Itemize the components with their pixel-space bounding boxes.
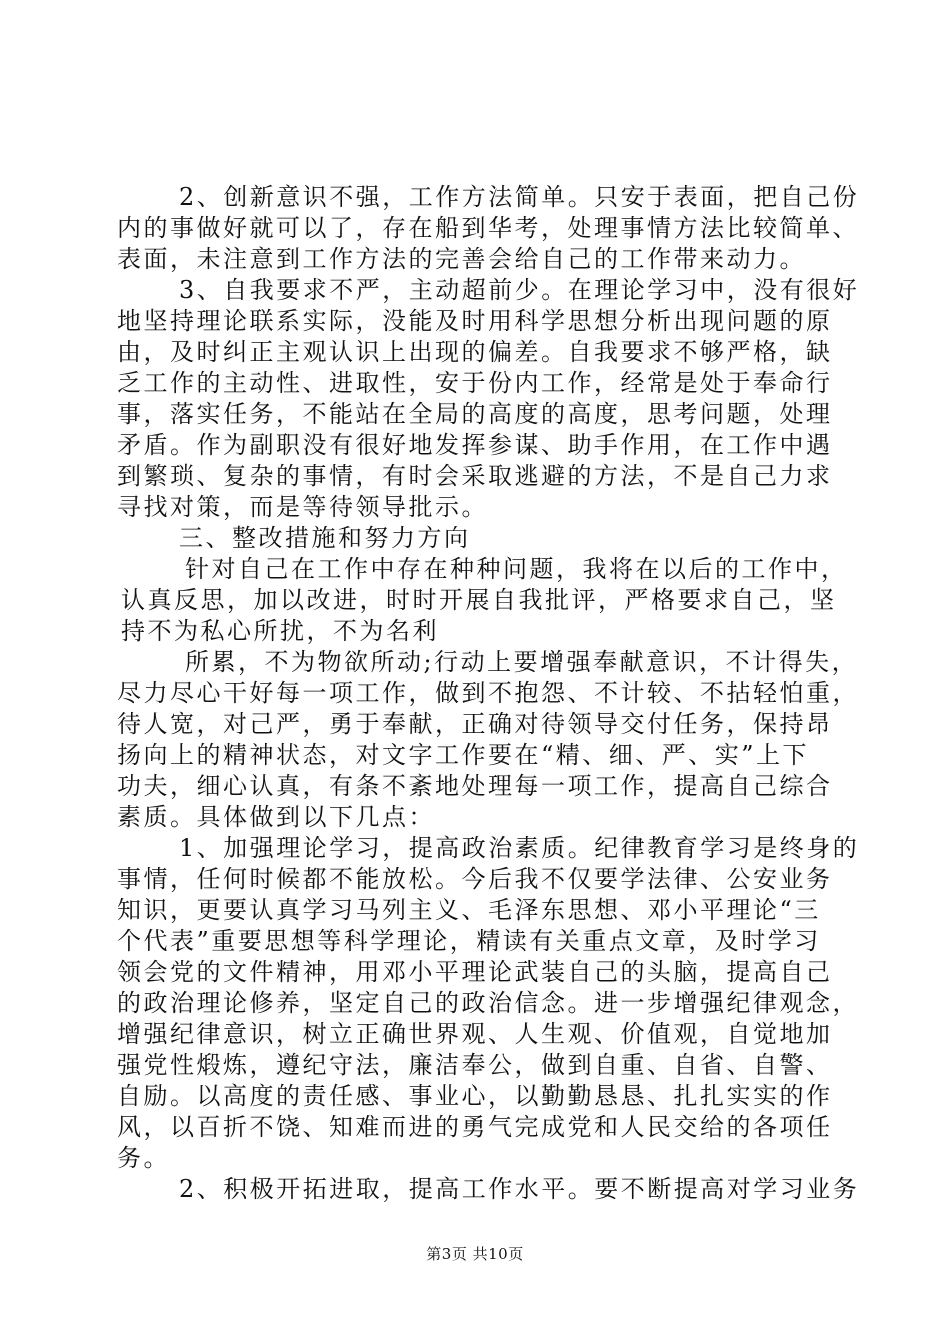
text-line: 增强纪律意识，树立正确世界观、人生观、价值观，自觉地加: [117, 1020, 833, 1048]
text-line: 表面，未注意到工作方法的完善会给自己的工作带来动力。: [117, 245, 806, 273]
text-line: 强党性煅炼，遵纪守法，廉洁奉公，做到自重、自省、自警、: [117, 1051, 833, 1079]
text-line: 认真反思，加以改进，时时开展自我批评，严格要求自己，坚: [121, 586, 837, 614]
text-line: 个代表”重要思想等科学理论，精读有关重点文章，及时学习: [117, 927, 821, 955]
text-line: 自励。以高度的责任感、事业心，以勤勤恳恳、扎扎实实的作: [117, 1082, 833, 1110]
text-line: 持不为私心所扰，不为名利: [121, 617, 439, 645]
text-line: 所累，不为物欲所动;行动上要增强奉献意识，不计得失，: [185, 648, 859, 676]
text-line: 2、创新意识不强，工作方法简单。只安于表面，把自己份: [179, 183, 860, 211]
text-line: 素质。具体做到以下几点：: [117, 803, 435, 831]
text-line: 针对自己在工作中存在种种问题，我将在以后的工作中，: [185, 555, 848, 583]
text-line: 事，落实任务，不能站在全局的高度的高度，思考问题，处理: [117, 400, 833, 428]
text-line: 尽力尽心干好每一项工作，做到不抱怨、不计较、不拈轻怕重，: [117, 679, 859, 707]
text-line: 务。: [117, 1144, 170, 1172]
text-line: 功夫，细心认真，有条不紊地处理每一项工作，提高自己综合: [117, 772, 833, 800]
text-line: 到繁琐、复杂的事情，有时会采取逃避的方法，不是自己力求: [117, 462, 833, 490]
text-line: 的政治理论修养，坚定自己的政治信念。进一步增强纪律观念，: [117, 989, 859, 1017]
text-line: 领会党的文件精神，用邓小平理论武装自己的头脑，提高自己: [117, 958, 833, 986]
text-line: 地坚持理论联系实际，没能及时用科学思想分析出现问题的原: [117, 307, 833, 335]
text-line: 乏工作的主动性、进取性，安于份内工作，经常是处于奉命行: [117, 369, 833, 397]
text-line: 知识，更要认真学习马列主义、毛泽东思想、邓小平理论“三: [117, 896, 821, 924]
text-line: 由，及时纠正主观认识上出现的偏差。自我要求不够严格，缺: [117, 338, 833, 366]
text-line: 待人宽，对己严，勇于奉献，正确对待领导交付任务，保持昂: [117, 710, 833, 738]
page-number-footer: 第3页 共10页: [426, 1245, 524, 1263]
text-line: 寻找对策，而是等待领导批示。: [117, 493, 488, 521]
text-line: 3、自我要求不严，主动超前少。在理论学习中，没有很好: [179, 276, 860, 304]
text-line: 扬向上的精神状态，对文字工作要在“精、细、严、实”上下: [117, 741, 810, 769]
text-line: 矛盾。作为副职没有很好地发挥参谋、助手作用，在工作中遇: [117, 431, 833, 459]
text-line: 1、加强理论学习，提高政治素质。纪律教育学习是终身的: [179, 834, 860, 862]
text-line: 事情，任何时候都不能放松。今后我不仅要学法律、公安业务: [117, 865, 833, 893]
text-line: 2、积极开拓进取，提高工作水平。要不断提高对学习业务: [179, 1175, 860, 1203]
section-heading: 三、整改措施和努力方向: [179, 524, 471, 552]
text-line: 内的事做好就可以了，存在船到华考，处理事情方法比较简单、: [117, 214, 859, 242]
text-line: 风，以百折不饶、知难而进的勇气完成党和人民交给的各项任: [117, 1113, 833, 1141]
